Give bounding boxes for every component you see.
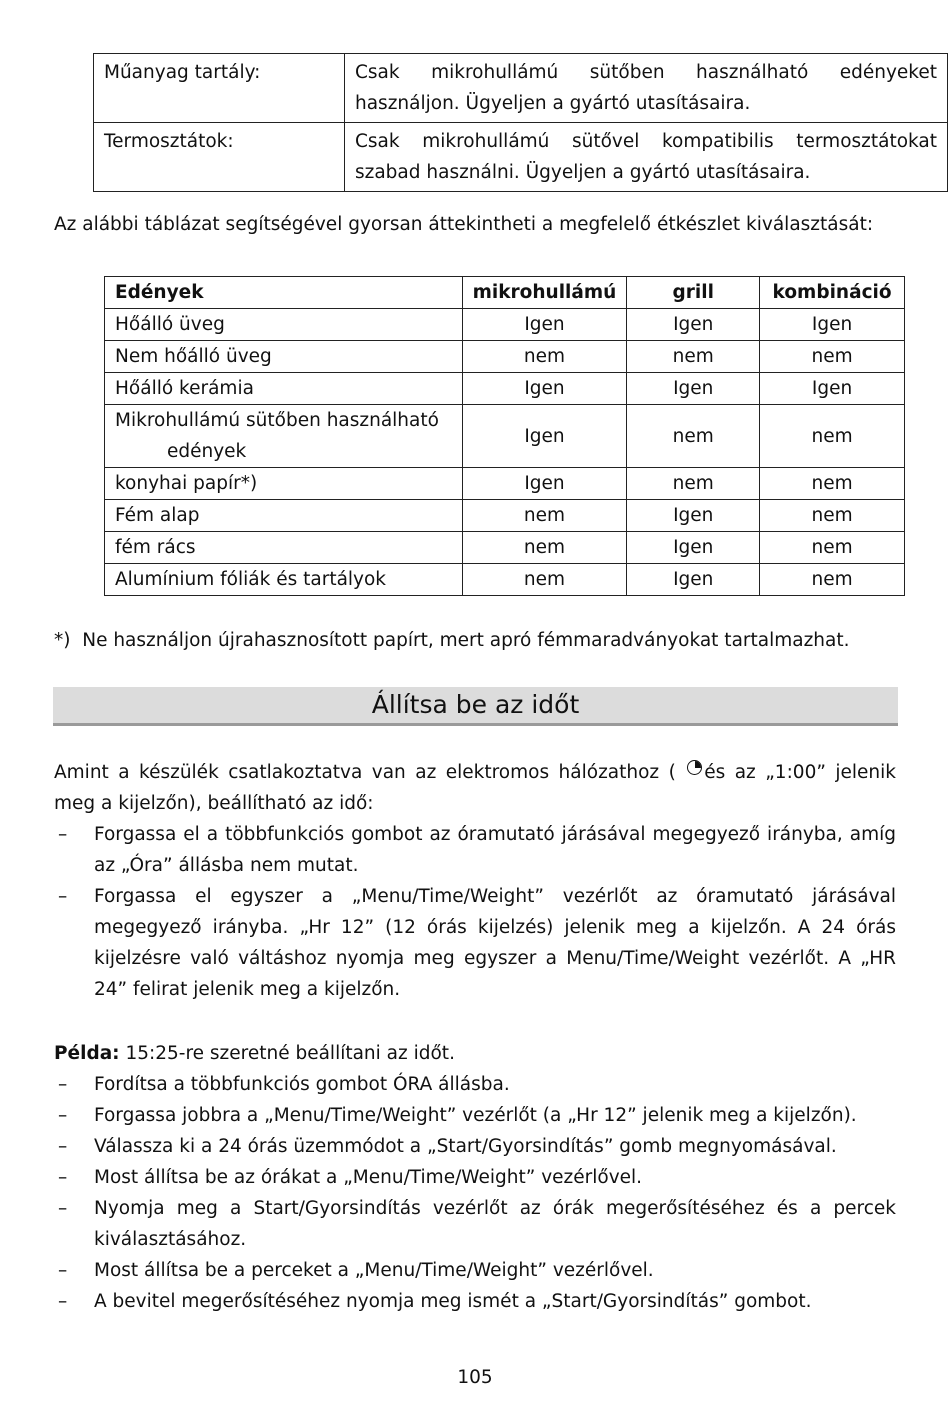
grill-value: nem [627,341,760,373]
step-text: Forgassa el egyszer a „Menu/Time/Weight” vezérlőt az óramutató járásával megegyező irányba. „Hr 12” (12 órás kijelzés) jelenik meg a kijelzőn. A 24 órás kijelzésre való váltáshoz nyomja meg egyszer a Menu/Time/Weight vezérlőt. A „HR 24” felirat jelenik meg a kijelzőn. [94,886,896,1000]
material-name: Műanyag tartály: [94,54,345,123]
header-grill: grill [627,277,760,309]
dash-bullet: – [58,1260,68,1281]
list-item [54,1255,896,1286]
table-row [94,123,948,192]
step-text: Forgassa el a többfunkciós gombot az óramutató járásával megegyező irányba, amíg az „Óra” állásba nem mutat. [94,824,896,876]
set-time-intro [54,757,896,819]
grill-value: Igen [627,532,760,564]
list-item [54,819,896,881]
table-row [105,373,905,405]
grill-value: nem [627,405,760,468]
grill-value: Igen [627,309,760,341]
dash-bullet: – [58,1136,68,1157]
dash-bullet: – [58,1074,68,1095]
example-steps [54,1069,896,1317]
example-heading [54,1038,896,1069]
table-row [94,54,948,123]
combination-value: Igen [760,373,905,405]
list-item [54,1286,896,1317]
header-microwave: mikrohullámú [462,277,627,309]
cookware-name: Fém alap [105,500,463,532]
step-text: Forgassa jobbra a „Menu/Time/Weight” vezérlőt (a „Hr 12” jelenik meg a kijelzőn). [94,1105,857,1126]
section-header [53,687,898,726]
combination-value: nem [760,468,905,500]
set-time-intro-text: Amint a készülék csatlakoztatva van az elektromos hálózathoz ( [54,762,686,783]
grill-value: Igen [627,564,760,596]
table-row [105,564,905,596]
grill-value: Igen [627,373,760,405]
table-row [105,341,905,373]
example-text: 15:25-re szeretné beállítani az időt. [119,1043,455,1064]
cookware-name-cell [105,405,463,468]
step-text: Most állítsa be az órákat a „Menu/Time/Weight” vezérlővel. [94,1167,643,1188]
clock-icon [687,760,702,775]
dash-bullet: – [58,1198,68,1219]
combination-value: nem [760,405,905,468]
intro-text: Az alábbi táblázat segítségével gyorsan áttekintheti a megfelelő étkészlet kiválasztását: [54,214,874,235]
combination-value: nem [760,500,905,532]
step-text: A bevitel megerősítéséhez nyomja meg ismét a „Start/Gyorsindítás” gombot. [94,1291,812,1312]
microwave-value: Igen [462,468,627,500]
page-number: 105 [457,1367,493,1388]
table-row [105,500,905,532]
microwave-value: Igen [462,309,627,341]
dash-bullet: – [58,1291,68,1312]
microwave-value: nem [462,532,627,564]
cookware-name: Alumínium fóliák és tartályok [105,564,463,596]
header-cookware: Edények [105,277,463,309]
list-item [54,1162,896,1193]
set-time-steps [54,819,896,1005]
dash-bullet: – [58,1167,68,1188]
list-item [54,1100,896,1131]
list-item [54,881,896,1005]
dash-bullet: – [58,824,68,845]
microwave-value: Igen [462,373,627,405]
microwave-value: nem [462,500,627,532]
material-description: Csak mikrohullámú sütővel kompatibilis termosztátokat szabad használni. Ügyeljen a gyártó utasításaira. [345,123,948,192]
step-text: Nyomja meg a Start/Gyorsindítás vezérlőt az órák megerősítéséhez és a percek kiválasztásához. [94,1198,896,1250]
grill-value: nem [627,468,760,500]
microwave-value: nem [462,564,627,596]
microwave-value: nem [462,341,627,373]
cookware-name: konyhai papír*) [105,468,463,500]
table-row [105,532,905,564]
grill-value: Igen [627,500,760,532]
table-row [105,405,905,468]
cookware-name: Hőálló kerámia [105,373,463,405]
list-item [54,1131,896,1162]
example-label: Példa: [54,1043,120,1064]
cookware-name: Mikrohullámú sütőben használható [115,410,439,431]
header-combination: kombináció [760,277,905,309]
step-text: Válassza ki a 24 órás üzemmódot a „Start/Gyorsindítás” gomb megnyomásával. [94,1136,837,1157]
cookware-table [104,276,905,596]
cookware-name-continued: edények [167,441,247,462]
list-item [54,1069,896,1100]
material-table [93,53,948,192]
step-text: Fordítsa a többfunkciós gombot ÓRA állásba. [94,1074,510,1095]
cookware-name: Hőálló üveg [105,309,463,341]
cookware-name: Nem hőálló üveg [105,341,463,373]
section-title: Állítsa be az időt [371,690,580,719]
set-time-intro-text-continued: és az „1:00” jelenik meg a kijelzőn), beállítható az idő: [54,762,897,814]
material-description: Csak mikrohullámú sütőben használható edényeket használjon. Ügyeljen a gyártó utasításaira. [345,54,948,123]
combination-value: nem [760,341,905,373]
footnote: *) Ne használjon újrahasznosított papírt, mert apró fémmaradványokat tartalmazhat. [54,630,850,651]
microwave-value: Igen [462,405,627,468]
dash-bullet: – [58,1105,68,1126]
table-header-row [105,277,905,309]
cookware-name: fém rács [105,532,463,564]
table-row [105,468,905,500]
list-item [54,1193,896,1255]
combination-value: Igen [760,309,905,341]
dash-bullet: – [58,886,68,907]
combination-value: nem [760,564,905,596]
step-text: Most állítsa be a perceket a „Menu/Time/Weight” vezérlővel. [94,1260,654,1281]
table-row [105,309,905,341]
material-name: Termosztátok: [94,123,345,192]
combination-value: nem [760,532,905,564]
